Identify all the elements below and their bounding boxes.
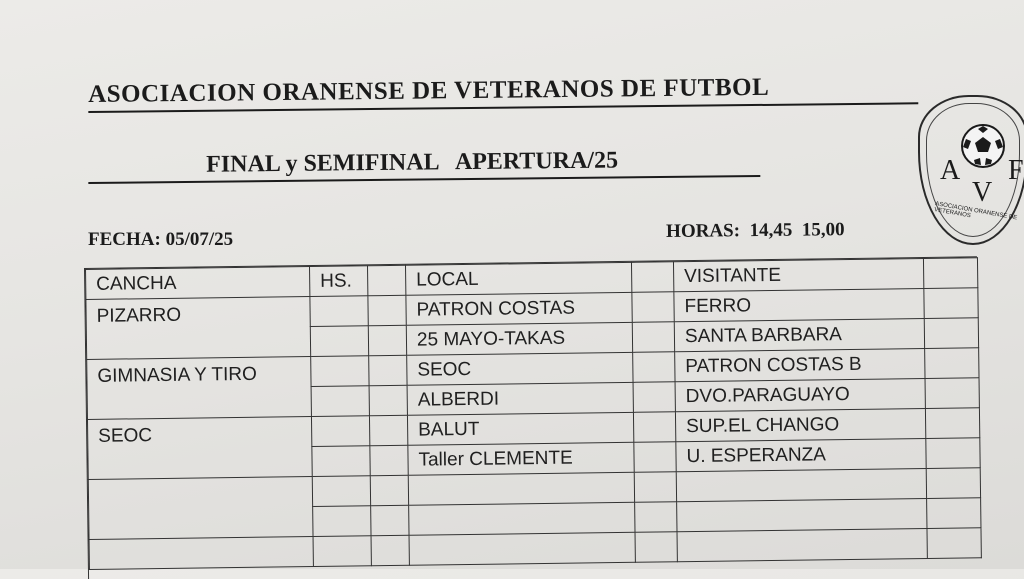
logo-ring-text: ASOCIACION ORANENSE DE VETERANOS: [933, 201, 1018, 222]
spacer-cell: [634, 472, 676, 503]
local-cell: ALBERDI: [407, 382, 633, 415]
logo-letter-v: V: [972, 177, 993, 208]
soccer-ball-icon: [960, 123, 1006, 169]
visitante-cell: DVO.PARAGUAYO: [675, 379, 925, 412]
hs-cell: [310, 296, 368, 327]
spacer-cell: [927, 528, 981, 559]
spacer-cell: [634, 442, 676, 473]
spacer-cell: [368, 325, 406, 355]
spacer-cell: [925, 408, 979, 439]
spacer-cell: [633, 412, 675, 443]
visitante-cell: [677, 498, 927, 531]
spacer-cell: [635, 502, 677, 533]
local-cell: [408, 472, 634, 505]
spacer-cell: [926, 468, 980, 499]
spacer-cell: [371, 535, 409, 565]
cancha-cell: SEOC: [87, 417, 312, 480]
spacer-cell: [924, 318, 978, 349]
local-cell: BALUT: [407, 412, 633, 445]
header-spacer: [923, 258, 977, 289]
document-subtitle: [88, 143, 760, 184]
spacer-cell: [927, 498, 981, 529]
spacer-cell: [369, 415, 407, 445]
spacer-cell: [368, 295, 406, 325]
cancha-cell: [89, 537, 313, 570]
hs-cell: [311, 356, 369, 387]
spacer-cell: [924, 288, 978, 319]
hs-cell: [312, 446, 370, 477]
spacer-cell: [633, 382, 675, 413]
local-cell: [409, 532, 635, 565]
spacer-cell: [925, 378, 979, 409]
spacer-cell: [369, 385, 407, 415]
date-label: FECHA: 05/07/25: [88, 229, 234, 250]
hs-cell: [311, 416, 369, 447]
visitante-cell: U. ESPERANZA: [676, 438, 926, 471]
spacer-cell: [370, 475, 408, 505]
cancha-cell: GIMNASIA Y TIRO: [87, 357, 312, 420]
spacer-cell: [370, 445, 408, 475]
spacer-cell: [371, 505, 409, 535]
spacer-cell: [369, 355, 407, 385]
hs-cell: [313, 506, 371, 537]
hs-cell: [311, 386, 369, 417]
hours-label: HORAS: 14,45 15,00: [666, 219, 845, 242]
logo-letter-a: A: [940, 155, 961, 186]
header-cancha: CANCHA: [86, 267, 310, 300]
visitante-cell: SANTA BARBARA: [674, 319, 924, 352]
hs-cell: [312, 476, 370, 507]
local-cell: PATRON COSTAS: [406, 292, 632, 325]
spacer-cell: [632, 292, 674, 323]
hs-cell: [310, 326, 368, 357]
fixture-table-wrapper: [84, 256, 981, 579]
logo-letter-f: F: [1008, 155, 1024, 186]
spacer-cell: [926, 438, 980, 469]
local-cell: Taller CLEMENTE: [408, 442, 634, 475]
local-cell: 25 MAYO-TAKAS: [406, 322, 632, 355]
association-logo: [918, 95, 1024, 245]
spacer-cell: [632, 322, 674, 353]
cancha-cell: PIZARRO: [86, 297, 311, 360]
document-title: ASOCIACION ORANENSE DE VETERANOS DE FUTBOL: [88, 71, 918, 113]
header-local: LOCAL: [405, 262, 631, 295]
subtitle-text: FINAL y SEMIFINAL APERTURA/25: [206, 147, 619, 178]
visitante-cell: SUP.EL CHANGO: [675, 408, 925, 441]
visitante-cell: PATRON COSTAS B: [675, 349, 925, 382]
local-cell: [409, 502, 635, 535]
header-visitante: VISITANTE: [673, 259, 923, 292]
cancha-cell: [88, 477, 313, 540]
hs-cell: [313, 536, 371, 567]
header-hs: HS.: [310, 266, 368, 297]
spacer-cell: [925, 348, 979, 379]
local-cell: SEOC: [407, 352, 633, 385]
visitante-cell: [677, 528, 927, 561]
spacer-cell: [635, 532, 677, 563]
spacer-cell: [633, 352, 675, 383]
fixture-table: [85, 257, 982, 570]
visitante-cell: FERRO: [674, 289, 924, 322]
header-spacer: [367, 265, 405, 295]
visitante-cell: [676, 468, 926, 501]
header-spacer: [631, 262, 673, 293]
